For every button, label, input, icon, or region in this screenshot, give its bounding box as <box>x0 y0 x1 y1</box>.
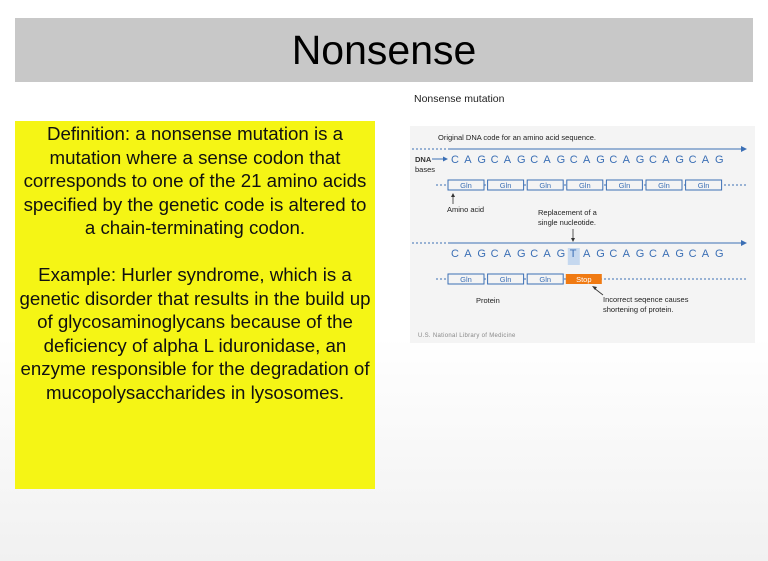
mutated-base: C <box>688 248 697 260</box>
replacement-line2: single nucleotide. <box>538 218 596 227</box>
original-base: A <box>543 154 551 166</box>
original-strand-arrowhead <box>741 146 747 152</box>
original-base: C <box>569 154 578 166</box>
original-base: C <box>609 154 618 166</box>
mutated-codon-label: Gln <box>460 275 472 284</box>
title-bar <box>15 18 753 82</box>
original-base: G <box>596 154 605 166</box>
mutated-base: A <box>464 248 472 260</box>
mutated-base: G <box>556 248 566 260</box>
stop-codon-label: Stop <box>576 275 592 284</box>
mutated-base: C <box>451 248 459 260</box>
dna-label: DNA <box>415 155 432 164</box>
mutated-base: G <box>477 248 486 260</box>
original-base: C <box>490 154 499 166</box>
mutated-base: C <box>649 248 657 260</box>
example-text: Example: Hurler syndrome, which is a genetic disorder that results in the build up of glycosaminoglycans because of the deficiency of alpha L iduronidase, an enzyme responsible for the degradation of mucopolysaccharides in lysosomes. <box>19 264 371 403</box>
bases-label: bases <box>415 165 436 174</box>
mutated-base: C <box>490 248 499 260</box>
mutated-base: C <box>609 248 618 260</box>
original-base: G <box>635 154 645 166</box>
caption-top: Original DNA code for an amino acid sequence. <box>438 133 597 142</box>
original-codon-label: Gln <box>499 181 512 190</box>
original-base: A <box>701 154 710 166</box>
mutated-base: G <box>635 248 645 260</box>
replacement-arrowhead <box>571 238 575 242</box>
original-base: A <box>464 154 472 166</box>
original-base: G <box>517 154 526 166</box>
original-base: G <box>715 154 724 166</box>
incorrect-line2: shortening of protein. <box>603 305 674 314</box>
original-base: C <box>649 154 657 166</box>
original-base: A <box>622 154 630 166</box>
original-codon-label: Gln <box>658 181 670 190</box>
original-base: C <box>688 154 697 166</box>
figure-title: Nonsense mutation <box>414 93 505 105</box>
mutated-base: A <box>543 248 551 260</box>
text-box <box>15 121 375 489</box>
definition-text: Definition: a nonsense mutation is a mutation where a sense codon that corresponds to one of the 21 amino acids specified by the genetic code is altered to a chain-terminating codon. <box>23 123 367 238</box>
original-base: G <box>675 154 684 166</box>
original-base: A <box>662 154 670 166</box>
incorrect-line1: Incorrect seqence causes <box>603 295 689 304</box>
original-base: A <box>583 154 591 166</box>
credit-text: U.S. National Library of Medicine <box>418 333 516 339</box>
mutated-base: G <box>715 248 724 260</box>
dna-pointer-arrowhead <box>443 157 448 162</box>
mutated-base: G <box>596 248 605 260</box>
mutated-base: C <box>530 248 539 260</box>
amino-acid-label: Amino acid <box>447 205 485 214</box>
mutated-base: A <box>583 248 591 260</box>
original-base: G <box>556 154 566 166</box>
replacement-line1: Replacement of a <box>538 208 597 217</box>
mutated-base: G <box>517 248 526 260</box>
original-codon-label: Gln <box>578 181 591 190</box>
original-base: G <box>477 154 486 166</box>
mutated-base: A <box>503 248 512 260</box>
mutated-strand-arrowhead <box>741 240 747 246</box>
mutated-codon-label: Gln <box>539 275 552 284</box>
amino-acid-arrowhead <box>451 193 455 197</box>
original-base: A <box>503 154 512 166</box>
mutated-base: A <box>701 248 710 260</box>
original-base: C <box>451 154 459 166</box>
original-codon-label: Gln <box>697 181 710 190</box>
mutated-codon-label: Gln <box>499 275 512 284</box>
nonsense-mutation-figure <box>410 126 755 343</box>
original-codon-label: Gln <box>539 181 552 190</box>
original-codon-label: Gln <box>460 181 472 190</box>
mutated-base: A <box>662 248 670 260</box>
diagram-svg <box>410 126 755 343</box>
original-codon-label: Gln <box>618 181 631 190</box>
original-base: C <box>530 154 539 166</box>
slide-title: Nonsense <box>291 26 477 73</box>
mutated-base: G <box>675 248 684 260</box>
mutated-base: T <box>569 248 577 260</box>
protein-label: Protein <box>476 296 500 305</box>
mutated-base: A <box>622 248 630 260</box>
